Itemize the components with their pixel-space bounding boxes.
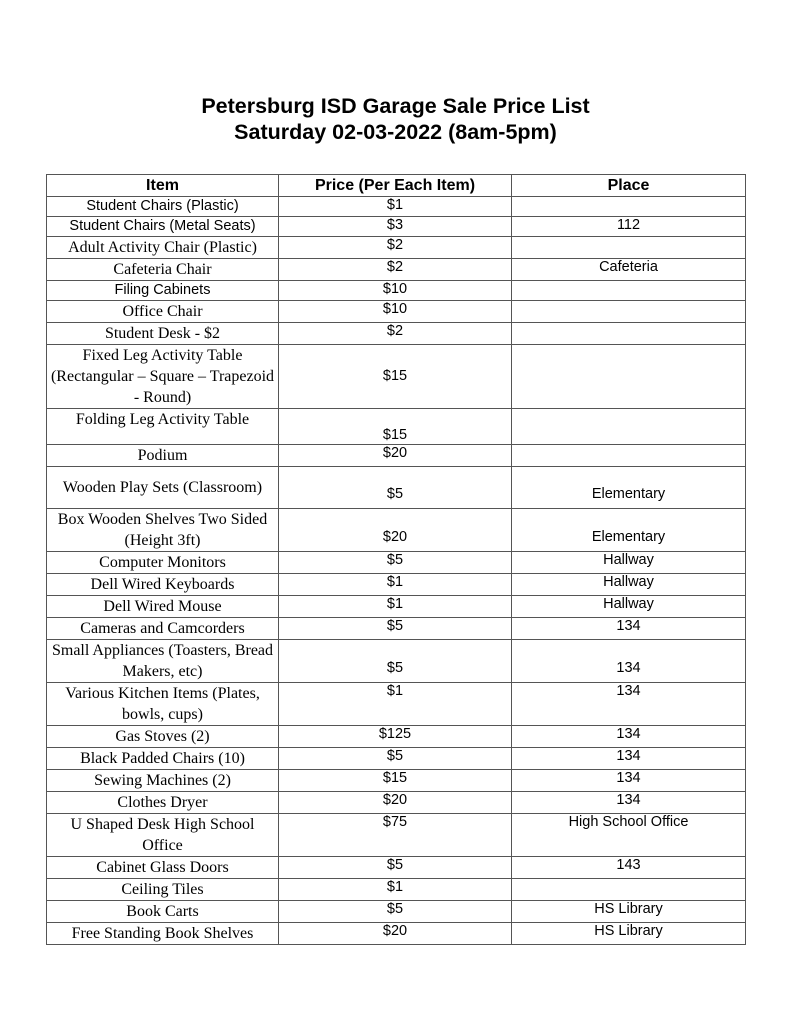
price-cell: $1 (279, 683, 512, 726)
item-cell: Cafeteria Chair (47, 259, 279, 281)
price-cell: $5 (279, 640, 512, 683)
price-cell: $75 (279, 814, 512, 857)
title-line-2: Saturday 02-03-2022 (8am-5pm) (234, 120, 557, 144)
place-cell: 134 (512, 770, 746, 792)
price-cell: $2 (279, 323, 512, 345)
table-row (47, 323, 746, 345)
place-cell (512, 197, 746, 217)
table-row (47, 281, 746, 301)
place-cell (512, 345, 746, 409)
item-cell: Wooden Play Sets (Classroom) (47, 467, 279, 509)
place-cell: 143 (512, 857, 746, 879)
price-cell: $3 (279, 217, 512, 237)
price-cell: $20 (279, 792, 512, 814)
header-item: Item (47, 175, 279, 197)
price-cell: $20 (279, 445, 512, 467)
table-row (47, 923, 746, 945)
price-cell: $5 (279, 901, 512, 923)
table-row (47, 726, 746, 748)
item-cell: Small Appliances (Toasters, Bread Makers, etc) (47, 640, 279, 683)
item-cell: Various Kitchen Items (Plates, bowls, cups) (47, 683, 279, 726)
table-row (47, 409, 746, 445)
item-cell: U Shaped Desk High School Office (47, 814, 279, 857)
item-cell: Dell Wired Mouse (47, 596, 279, 618)
item-cell: Student Chairs (Metal Seats) (47, 217, 279, 237)
table-row (47, 770, 746, 792)
header-place: Place (512, 175, 746, 197)
price-cell: $15 (279, 770, 512, 792)
price-cell: $1 (279, 596, 512, 618)
table-row (47, 901, 746, 923)
price-cell: $2 (279, 259, 512, 281)
price-cell: $5 (279, 748, 512, 770)
place-cell: 134 (512, 748, 746, 770)
item-cell: Ceiling Tiles (47, 879, 279, 901)
place-cell: 134 (512, 792, 746, 814)
place-cell (512, 879, 746, 901)
table-row (47, 259, 746, 281)
table-row (47, 640, 746, 683)
table-row (47, 237, 746, 259)
price-cell: $20 (279, 509, 512, 552)
price-cell: $20 (279, 923, 512, 945)
place-cell: Hallway (512, 596, 746, 618)
item-cell: Filing Cabinets (47, 281, 279, 301)
price-cell: $2 (279, 237, 512, 259)
price-cell: $5 (279, 618, 512, 640)
table-row (47, 509, 746, 552)
item-cell: Dell Wired Keyboards (47, 574, 279, 596)
title-line-1: Petersburg ISD Garage Sale Price List (201, 94, 590, 118)
place-cell: 134 (512, 640, 746, 683)
place-cell: 134 (512, 618, 746, 640)
place-cell (512, 409, 746, 445)
table-row (47, 857, 746, 879)
place-cell (512, 445, 746, 467)
place-cell: Elementary (512, 509, 746, 552)
place-cell: Elementary (512, 467, 746, 509)
item-cell: Computer Monitors (47, 552, 279, 574)
price-cell: $1 (279, 879, 512, 901)
place-cell: HS Library (512, 923, 746, 945)
price-cell: $15 (279, 345, 512, 409)
table-row (47, 596, 746, 618)
header-row (47, 175, 746, 197)
price-cell: $5 (279, 467, 512, 509)
table-row (47, 467, 746, 509)
place-cell (512, 323, 746, 345)
item-cell: Box Wooden Shelves Two Sided (Height 3ft) (47, 509, 279, 552)
table-row (47, 792, 746, 814)
item-cell: Book Carts (47, 901, 279, 923)
price-cell: $125 (279, 726, 512, 748)
price-cell: $15 (279, 409, 512, 445)
table-row (47, 748, 746, 770)
table-row (47, 618, 746, 640)
place-cell (512, 237, 746, 259)
price-table (46, 174, 746, 945)
table-row (47, 879, 746, 901)
item-cell: Cabinet Glass Doors (47, 857, 279, 879)
table-row (47, 814, 746, 857)
item-cell: Office Chair (47, 301, 279, 323)
item-cell: Podium (47, 445, 279, 467)
place-cell: Hallway (512, 552, 746, 574)
item-cell: Fixed Leg Activity Table (Rectangular – Square – Trapezoid - Round) (47, 345, 279, 409)
place-cell: 134 (512, 683, 746, 726)
place-cell: HS Library (512, 901, 746, 923)
table-row (47, 683, 746, 726)
item-cell: Adult Activity Chair (Plastic) (47, 237, 279, 259)
price-cell: $10 (279, 281, 512, 301)
table-row (47, 197, 746, 217)
table-row (47, 445, 746, 467)
place-cell: Hallway (512, 574, 746, 596)
item-cell: Student Chairs (Plastic) (47, 197, 279, 217)
item-cell: Cameras and Camcorders (47, 618, 279, 640)
item-cell: Free Standing Book Shelves (47, 923, 279, 945)
table-row (47, 552, 746, 574)
table-row (47, 217, 746, 237)
price-cell: $1 (279, 197, 512, 217)
table-row (47, 574, 746, 596)
item-cell: Black Padded Chairs (10) (47, 748, 279, 770)
price-cell: $10 (279, 301, 512, 323)
item-cell: Clothes Dryer (47, 792, 279, 814)
place-cell: Cafeteria (512, 259, 746, 281)
price-cell: $1 (279, 574, 512, 596)
price-cell: $5 (279, 552, 512, 574)
item-cell: Sewing Machines (2) (47, 770, 279, 792)
table-row (47, 301, 746, 323)
price-cell: $5 (279, 857, 512, 879)
table-row (47, 345, 746, 409)
item-cell: Folding Leg Activity Table (47, 409, 279, 445)
place-cell: 112 (512, 217, 746, 237)
place-cell: High School Office (512, 814, 746, 857)
document-title (0, 93, 791, 145)
place-cell: 134 (512, 726, 746, 748)
place-cell (512, 281, 746, 301)
place-cell (512, 301, 746, 323)
item-cell: Student Desk - $2 (47, 323, 279, 345)
item-cell: Gas Stoves (2) (47, 726, 279, 748)
header-price: Price (Per Each Item) (279, 175, 512, 197)
